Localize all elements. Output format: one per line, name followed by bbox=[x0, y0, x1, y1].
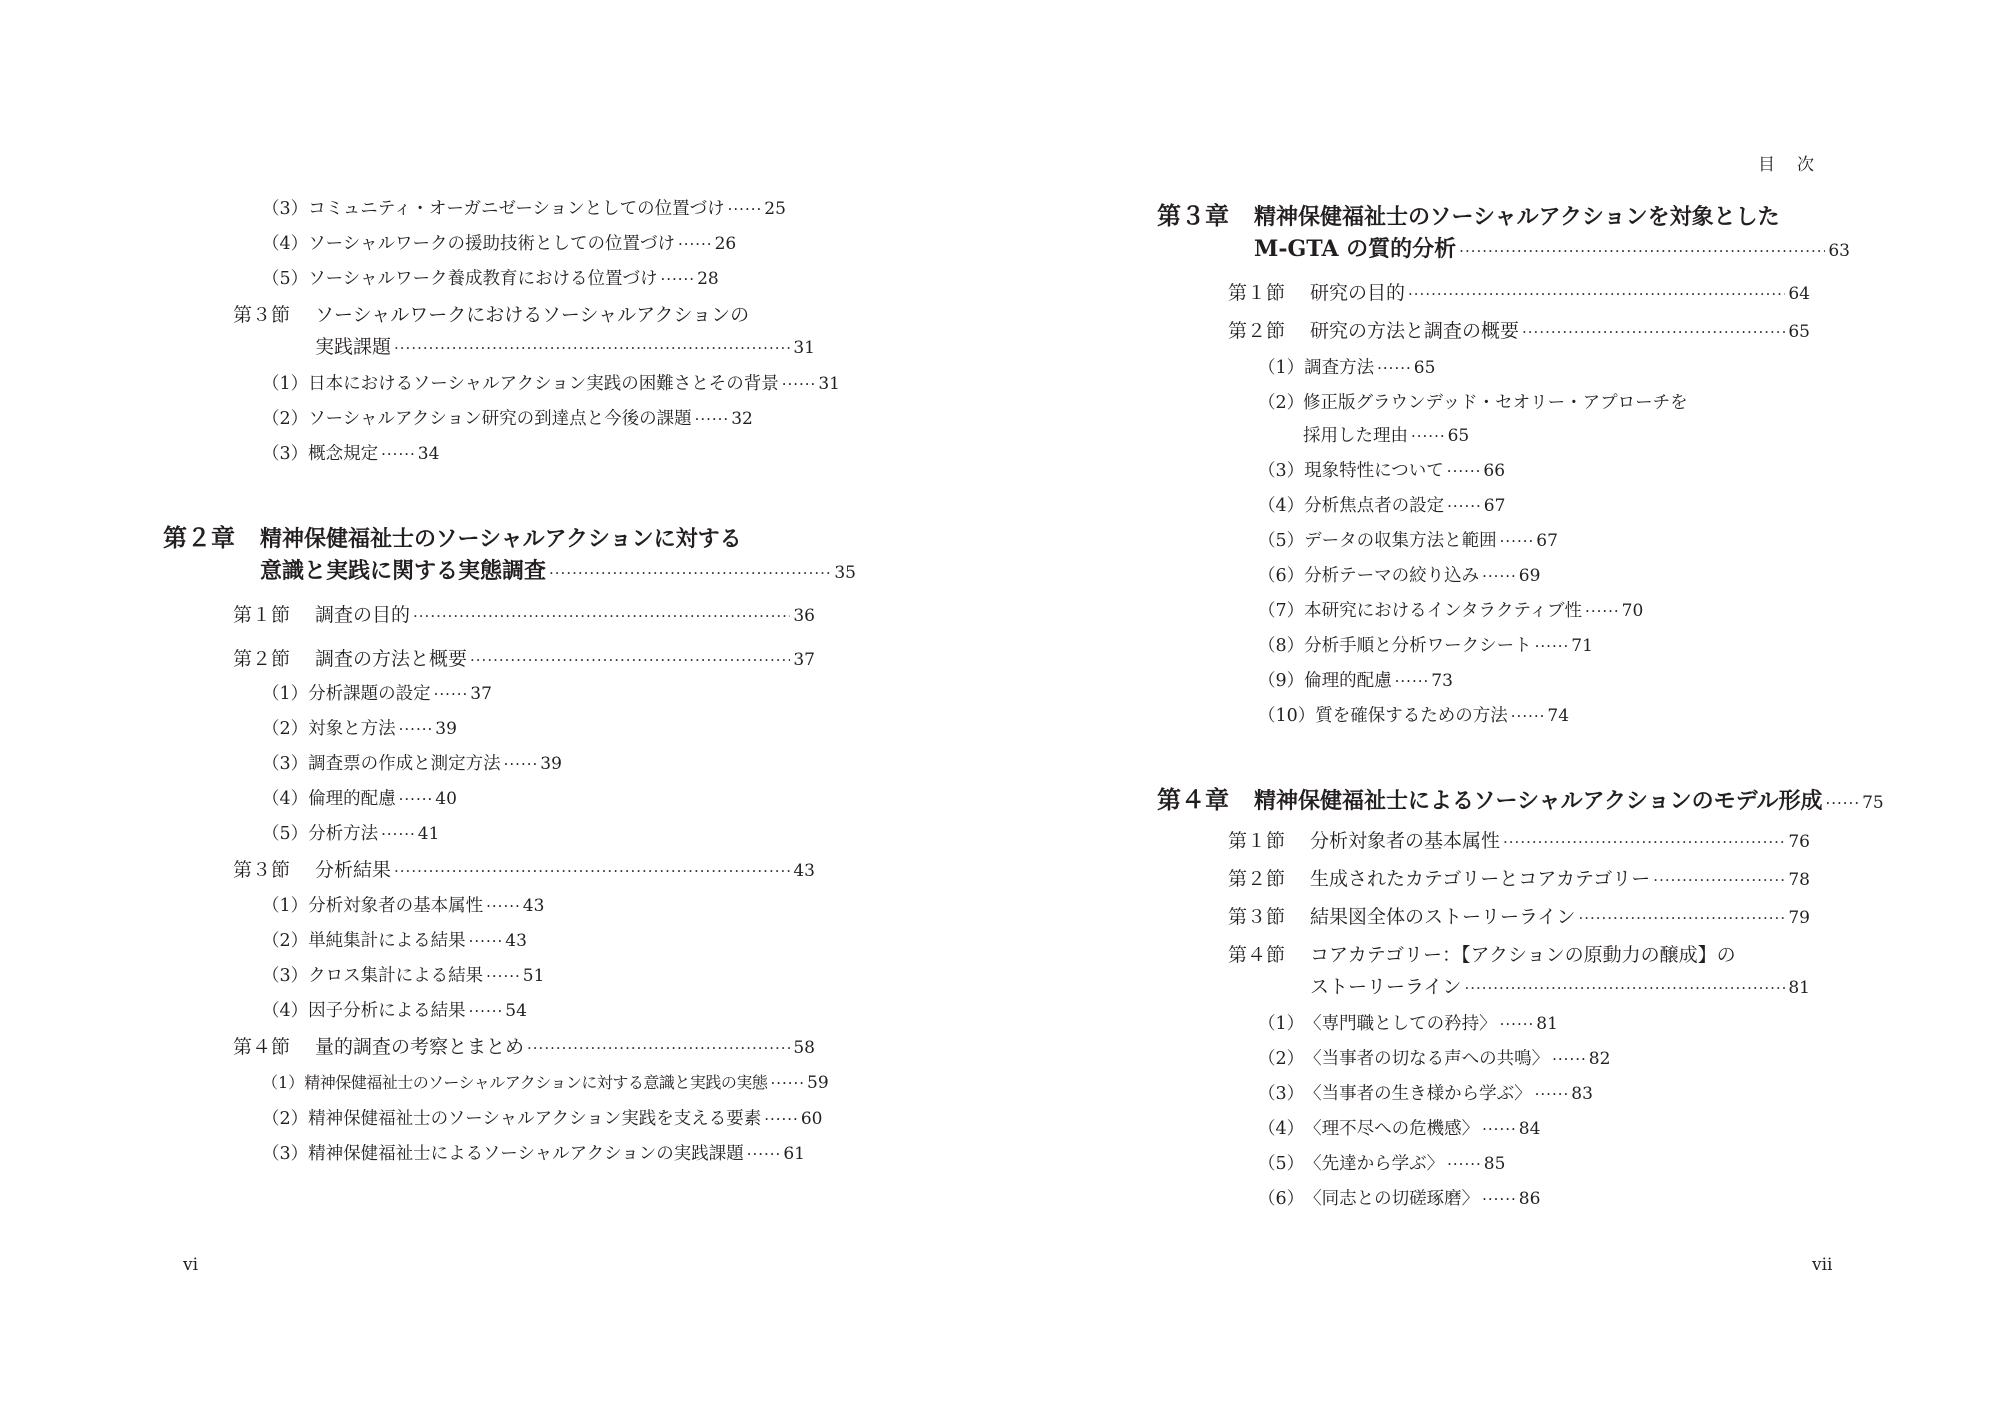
toc-chapter[interactable] bbox=[163, 518, 742, 552]
entry-title: 倫理的配慮 bbox=[308, 789, 396, 809]
chapter-label: 第３章 bbox=[1157, 201, 1229, 230]
toc-section[interactable] bbox=[1228, 826, 1810, 856]
entry-label: （4） bbox=[1258, 496, 1305, 516]
section-label: 第２節 bbox=[233, 648, 291, 670]
section-page: 58 bbox=[793, 1038, 815, 1058]
entry-title-continued: 採用した理由 bbox=[1303, 426, 1408, 446]
leader-dots bbox=[470, 651, 790, 669]
entry-title: ソーシャルワークの援助技術としての位置づけ bbox=[308, 234, 675, 254]
entry-title: 精神保健福祉士のソーシャルアクションに対する意識と実践の実態 bbox=[304, 1073, 768, 1092]
entry-label: （3） bbox=[262, 1144, 309, 1164]
entry-label: （2） bbox=[262, 1109, 309, 1129]
section-label: 第２節 bbox=[1228, 868, 1286, 890]
entry-page: 60 bbox=[800, 1109, 823, 1129]
leader-dots bbox=[695, 410, 730, 428]
toc-entry[interactable] bbox=[1258, 1150, 1505, 1176]
entry-title: 単純集計による結果 bbox=[308, 931, 466, 951]
leader-dots bbox=[678, 235, 713, 253]
toc-entry[interactable] bbox=[262, 715, 457, 741]
leader-dots bbox=[1482, 567, 1517, 585]
entry-page: 67 bbox=[1483, 496, 1506, 516]
toc-chapter[interactable] bbox=[1157, 196, 1780, 230]
leader-dots bbox=[1408, 285, 1785, 303]
leader-dots bbox=[394, 862, 790, 880]
entry-page: 26 bbox=[714, 234, 737, 254]
entry-label: （5） bbox=[262, 269, 309, 289]
leader-dots bbox=[1500, 532, 1535, 550]
entry-label: （9） bbox=[1258, 671, 1305, 691]
leader-dots bbox=[770, 1074, 805, 1092]
section-title-continued: 実践課題 bbox=[315, 336, 392, 358]
toc-entry-continued[interactable] bbox=[1303, 422, 1469, 448]
entry-page: 74 bbox=[1547, 706, 1570, 726]
entry-title: 分析手順と分析ワークシート bbox=[1304, 636, 1532, 656]
chapter-title-continued: M-GTA の質的分析 bbox=[1254, 236, 1457, 262]
section-title: 分析対象者の基本属性 bbox=[1310, 830, 1501, 852]
section-title: 結果図全体のストーリーライン bbox=[1310, 906, 1576, 928]
section-title: 研究の方法と調査の概要 bbox=[1310, 320, 1520, 342]
leader-dots bbox=[1511, 707, 1546, 725]
section-label: 第４節 bbox=[233, 1036, 291, 1058]
toc-entry[interactable] bbox=[1258, 562, 1540, 588]
leader-dots bbox=[1482, 1190, 1517, 1208]
toc-entry[interactable] bbox=[1258, 457, 1505, 483]
entry-label: （3） bbox=[262, 966, 309, 986]
entry-title: 質を確保するための方法 bbox=[1315, 706, 1508, 726]
toc-section[interactable] bbox=[1228, 316, 1810, 346]
section-title: 生成されたカテゴリーとコアカテゴリー bbox=[1310, 868, 1651, 890]
running-header: 目次 bbox=[1758, 155, 1836, 175]
leader-dots bbox=[486, 897, 521, 915]
leader-dots bbox=[1482, 1120, 1517, 1138]
leader-dots bbox=[1653, 871, 1785, 889]
section-page: 78 bbox=[1788, 870, 1810, 890]
leader-dots bbox=[381, 445, 416, 463]
leader-dots bbox=[394, 339, 790, 357]
toc-entry[interactable] bbox=[1258, 1080, 1593, 1106]
leader-dots bbox=[1447, 462, 1482, 480]
leader-dots bbox=[1578, 909, 1785, 927]
toc-entry[interactable] bbox=[262, 370, 840, 396]
leader-dots bbox=[549, 564, 831, 582]
entry-title: 精神保健福祉士のソーシャルアクション実践を支える要素 bbox=[308, 1109, 762, 1129]
toc-section[interactable] bbox=[233, 855, 815, 885]
toc-entry[interactable] bbox=[262, 440, 439, 466]
entry-page: 83 bbox=[1571, 1084, 1593, 1104]
section-page: 79 bbox=[1788, 908, 1810, 928]
entry-label: （5） bbox=[262, 824, 309, 844]
leader-dots bbox=[1522, 323, 1785, 341]
toc-entry[interactable] bbox=[1258, 1010, 1558, 1036]
section-title: 量的調査の考察とまとめ bbox=[315, 1036, 525, 1058]
chapter-title: 精神保健福祉士によるソーシャルアクションのモデル形成 bbox=[1254, 788, 1823, 814]
entry-label: （4） bbox=[262, 234, 309, 254]
section-page: 37 bbox=[793, 650, 815, 670]
entry-title: 分析課題の設定 bbox=[308, 684, 431, 704]
leader-dots bbox=[527, 1039, 790, 1057]
section-page: 65 bbox=[1788, 322, 1810, 342]
entry-label: （7） bbox=[1258, 601, 1305, 621]
leader-dots bbox=[1585, 602, 1620, 620]
page-number: vii bbox=[1812, 1255, 1833, 1275]
leader-dots bbox=[1503, 833, 1785, 851]
entry-title: 〈当事者の切なる声への共鳴〉 bbox=[1304, 1049, 1550, 1069]
entry-page: 59 bbox=[807, 1073, 829, 1093]
leader-dots bbox=[1535, 1085, 1570, 1103]
chapter-label: 第４章 bbox=[1157, 785, 1229, 814]
leader-dots bbox=[1411, 427, 1446, 445]
entry-title: クロス集計による結果 bbox=[308, 966, 484, 986]
toc-chapter[interactable] bbox=[1157, 780, 1884, 814]
entry-label: （2） bbox=[262, 409, 309, 429]
entry-page: 86 bbox=[1518, 1189, 1541, 1209]
entry-title: ソーシャルアクション研究の到達点と今後の課題 bbox=[308, 409, 692, 429]
entry-page: 43 bbox=[505, 931, 527, 951]
entry-label: （4） bbox=[262, 1001, 309, 1021]
chapter-page: 63 bbox=[1828, 241, 1850, 261]
entry-title: 因子分析による結果 bbox=[308, 1001, 466, 1021]
entry-label: （3） bbox=[1258, 461, 1305, 481]
leader-dots bbox=[1552, 1050, 1587, 1068]
toc-entry[interactable] bbox=[262, 927, 527, 953]
entry-page: 28 bbox=[697, 269, 719, 289]
section-title-continued: ストーリーライン bbox=[1310, 976, 1462, 998]
leader-dots bbox=[469, 1002, 504, 1020]
entry-title: 本研究におけるインタラクティブ性 bbox=[1304, 601, 1583, 621]
entry-page: 73 bbox=[1431, 671, 1453, 691]
entry-label: （1） bbox=[1258, 1014, 1305, 1034]
section-page: 36 bbox=[793, 606, 815, 626]
leader-dots bbox=[747, 1145, 782, 1163]
section-title: 分析結果 bbox=[315, 859, 392, 881]
toc-entry[interactable] bbox=[262, 962, 544, 988]
chapter-page: 75 bbox=[1862, 793, 1884, 813]
entry-page: 71 bbox=[1571, 636, 1593, 656]
entry-page: 84 bbox=[1518, 1119, 1541, 1139]
entry-page: 82 bbox=[1588, 1049, 1611, 1069]
leader-dots bbox=[728, 200, 763, 218]
entry-page: 85 bbox=[1483, 1154, 1506, 1174]
entry-title: 〈同志との切磋琢磨〉 bbox=[1304, 1189, 1480, 1209]
entry-page: 51 bbox=[522, 966, 545, 986]
entry-page: 54 bbox=[505, 1001, 527, 1021]
entry-page: 65 bbox=[1447, 426, 1470, 446]
entry-title: 現象特性について bbox=[1304, 461, 1444, 481]
entry-page: 32 bbox=[731, 409, 753, 429]
chapter-page: 35 bbox=[834, 563, 856, 583]
entry-title: データの収集方法と範囲 bbox=[1304, 531, 1497, 551]
toc-section[interactable] bbox=[233, 1032, 815, 1062]
entry-label: （1） bbox=[262, 1073, 305, 1092]
entry-label: （1） bbox=[262, 684, 309, 704]
leader-dots bbox=[1535, 637, 1570, 655]
toc-entry[interactable] bbox=[262, 265, 719, 291]
toc-entry[interactable] bbox=[262, 785, 457, 811]
toc-entry[interactable] bbox=[262, 405, 753, 431]
entry-title: ソーシャルワーク養成教育における位置づけ bbox=[308, 269, 658, 289]
entry-page: 65 bbox=[1413, 358, 1436, 378]
entry-label: （2） bbox=[262, 931, 309, 951]
leader-dots bbox=[1464, 979, 1785, 997]
entry-label: （3） bbox=[262, 444, 309, 464]
chapter-title-continued: 意識と実践に関する実態調査 bbox=[260, 558, 547, 584]
toc-section[interactable] bbox=[1228, 864, 1810, 894]
entry-title: 分析対象者の基本属性 bbox=[308, 896, 484, 916]
section-title: ソーシャルワークにおけるソーシャルアクションの bbox=[315, 304, 750, 326]
entry-page: 69 bbox=[1518, 566, 1541, 586]
leader-dots bbox=[1395, 672, 1430, 690]
toc-entry[interactable] bbox=[262, 1140, 805, 1166]
toc-chapter-continued[interactable] bbox=[1254, 232, 1850, 266]
entry-label: （1） bbox=[1258, 358, 1305, 378]
entry-label: （3） bbox=[1258, 1084, 1305, 1104]
entry-label: （3） bbox=[262, 199, 309, 219]
section-page: 76 bbox=[1788, 832, 1810, 852]
entry-page: 41 bbox=[417, 824, 440, 844]
entry-title: 分析方法 bbox=[308, 824, 379, 844]
entry-page: 66 bbox=[1483, 461, 1506, 481]
entry-label: （1） bbox=[262, 374, 309, 394]
toc-entry[interactable] bbox=[1258, 1115, 1540, 1141]
entry-title: 調査票の作成と測定方法 bbox=[308, 754, 501, 774]
chapter-label: 第２章 bbox=[163, 523, 235, 552]
leader-dots bbox=[504, 755, 539, 773]
toc-entry[interactable] bbox=[262, 820, 439, 846]
toc-entry[interactable] bbox=[262, 680, 492, 706]
section-title: 調査の目的 bbox=[315, 604, 411, 626]
entry-title: 精神保健福祉士によるソーシャルアクションの実践課題 bbox=[308, 1144, 744, 1164]
leader-dots bbox=[1825, 794, 1860, 812]
section-title: 調査の方法と概要 bbox=[315, 648, 468, 670]
toc-entry[interactable] bbox=[1258, 632, 1593, 658]
section-label: 第３節 bbox=[233, 859, 291, 881]
entry-title: 調査方法 bbox=[1304, 358, 1375, 378]
toc-entry[interactable] bbox=[262, 750, 562, 776]
section-label: 第３節 bbox=[1228, 906, 1286, 928]
toc-entry[interactable] bbox=[262, 230, 736, 256]
entry-page: 61 bbox=[783, 1144, 805, 1164]
entry-label: （2） bbox=[1258, 393, 1305, 413]
section-page: 64 bbox=[1788, 284, 1810, 304]
leader-dots bbox=[434, 685, 469, 703]
entry-page: 25 bbox=[764, 199, 786, 219]
entry-title: 日本におけるソーシャルアクション実践の困難さとその背景 bbox=[308, 374, 779, 394]
section-label: 第１節 bbox=[233, 604, 291, 626]
entry-label: （5） bbox=[1258, 1154, 1305, 1174]
section-page: 31 bbox=[793, 338, 815, 358]
leader-dots bbox=[660, 270, 695, 288]
leader-dots bbox=[399, 720, 434, 738]
toc-entry[interactable] bbox=[1258, 597, 1643, 623]
toc-section[interactable] bbox=[233, 600, 815, 630]
entry-label: （2） bbox=[262, 719, 309, 739]
chapter-title: 精神保健福祉士のソーシャルアクションを対象とした bbox=[1254, 204, 1780, 230]
leader-dots bbox=[469, 932, 504, 950]
toc-section-continued[interactable] bbox=[315, 332, 815, 362]
toc-entry[interactable] bbox=[1258, 354, 1435, 380]
section-page: 81 bbox=[1788, 978, 1810, 998]
entry-label: （10） bbox=[1258, 706, 1316, 726]
entry-title: 〈理不尽への危機感〉 bbox=[1304, 1119, 1480, 1139]
entry-title: コミュニティ・オーガニゼーションとしての位置づけ bbox=[308, 199, 725, 219]
entry-title: 対象と方法 bbox=[308, 719, 396, 739]
entry-title: 分析テーマの絞り込み bbox=[1304, 566, 1480, 586]
toc-section[interactable] bbox=[1228, 940, 1736, 970]
entry-page: 67 bbox=[1536, 531, 1558, 551]
toc-entry[interactable] bbox=[262, 997, 527, 1023]
leader-dots bbox=[1459, 242, 1825, 260]
toc-section[interactable] bbox=[233, 644, 815, 674]
toc-section[interactable] bbox=[1228, 278, 1810, 308]
entry-page: 31 bbox=[818, 374, 840, 394]
entry-title: 概念規定 bbox=[308, 444, 379, 464]
entry-label: （6） bbox=[1258, 566, 1305, 586]
toc-entry[interactable] bbox=[1258, 667, 1453, 693]
toc-entry[interactable] bbox=[1258, 1185, 1540, 1211]
entry-label: （4） bbox=[262, 789, 309, 809]
section-label: 第１節 bbox=[1228, 282, 1286, 304]
entry-label: （1） bbox=[262, 896, 309, 916]
toc-section-continued[interactable] bbox=[1310, 972, 1810, 1002]
entry-page: 37 bbox=[470, 684, 492, 704]
chapter-title: 精神保健福祉士のソーシャルアクションに対する bbox=[260, 526, 742, 552]
toc-entry[interactable] bbox=[262, 1070, 829, 1096]
toc-entry[interactable] bbox=[262, 195, 786, 221]
section-title: コアカテゴリー：【アクションの原動力の醸成】の bbox=[1310, 944, 1736, 966]
entry-label: （3） bbox=[262, 754, 309, 774]
entry-title: 〈専門職としての矜持〉 bbox=[1304, 1014, 1497, 1034]
section-title: 研究の目的 bbox=[1310, 282, 1406, 304]
leader-dots bbox=[413, 607, 790, 625]
entry-page: 39 bbox=[435, 719, 457, 739]
toc-section[interactable] bbox=[233, 300, 749, 330]
entry-label: （8） bbox=[1258, 636, 1305, 656]
entry-title: 倫理的配慮 bbox=[1304, 671, 1392, 691]
leader-dots bbox=[381, 825, 416, 843]
section-label: 第１節 bbox=[1228, 830, 1286, 852]
toc-entry[interactable] bbox=[1258, 492, 1505, 518]
leader-dots bbox=[1500, 1015, 1535, 1033]
entry-title: 修正版グラウンデッド・セオリー・アプローチを bbox=[1303, 393, 1688, 413]
toc-entry[interactable] bbox=[1258, 389, 1688, 415]
entry-page: 43 bbox=[522, 896, 545, 916]
toc-entry[interactable] bbox=[1258, 527, 1558, 553]
entry-title: 〈先達から学ぶ〉 bbox=[1304, 1154, 1445, 1174]
page-number: vi bbox=[183, 1255, 199, 1275]
leader-dots bbox=[1447, 497, 1482, 515]
section-page: 43 bbox=[793, 861, 815, 881]
leader-dots bbox=[782, 375, 817, 393]
leader-dots bbox=[486, 967, 521, 985]
section-label: 第４節 bbox=[1228, 944, 1286, 966]
entry-label: （2） bbox=[1258, 1049, 1305, 1069]
entry-page: 40 bbox=[435, 789, 457, 809]
toc-entry[interactable] bbox=[1258, 702, 1569, 728]
entry-label: （6） bbox=[1258, 1189, 1305, 1209]
leader-dots bbox=[764, 1110, 799, 1128]
entry-label: （5） bbox=[1258, 531, 1305, 551]
toc-entry[interactable] bbox=[1258, 1045, 1610, 1071]
leader-dots bbox=[1377, 359, 1412, 377]
toc-chapter-continued[interactable] bbox=[260, 554, 856, 588]
toc-entry[interactable] bbox=[262, 892, 544, 918]
entry-page: 70 bbox=[1621, 601, 1644, 621]
entry-page: 39 bbox=[540, 754, 562, 774]
leader-dots bbox=[1447, 1155, 1482, 1173]
section-label: 第２節 bbox=[1228, 320, 1286, 342]
toc-section[interactable] bbox=[1228, 902, 1810, 932]
entry-label: （4） bbox=[1258, 1119, 1305, 1139]
entry-page: 34 bbox=[417, 444, 440, 464]
entry-title: 〈当事者の生き様から学ぶ〉 bbox=[1304, 1084, 1532, 1104]
leader-dots bbox=[399, 790, 434, 808]
entry-title: 分析焦点者の設定 bbox=[1304, 496, 1445, 516]
toc-entry[interactable] bbox=[262, 1105, 822, 1131]
section-label: 第３節 bbox=[233, 304, 291, 326]
entry-page: 81 bbox=[1536, 1014, 1558, 1034]
